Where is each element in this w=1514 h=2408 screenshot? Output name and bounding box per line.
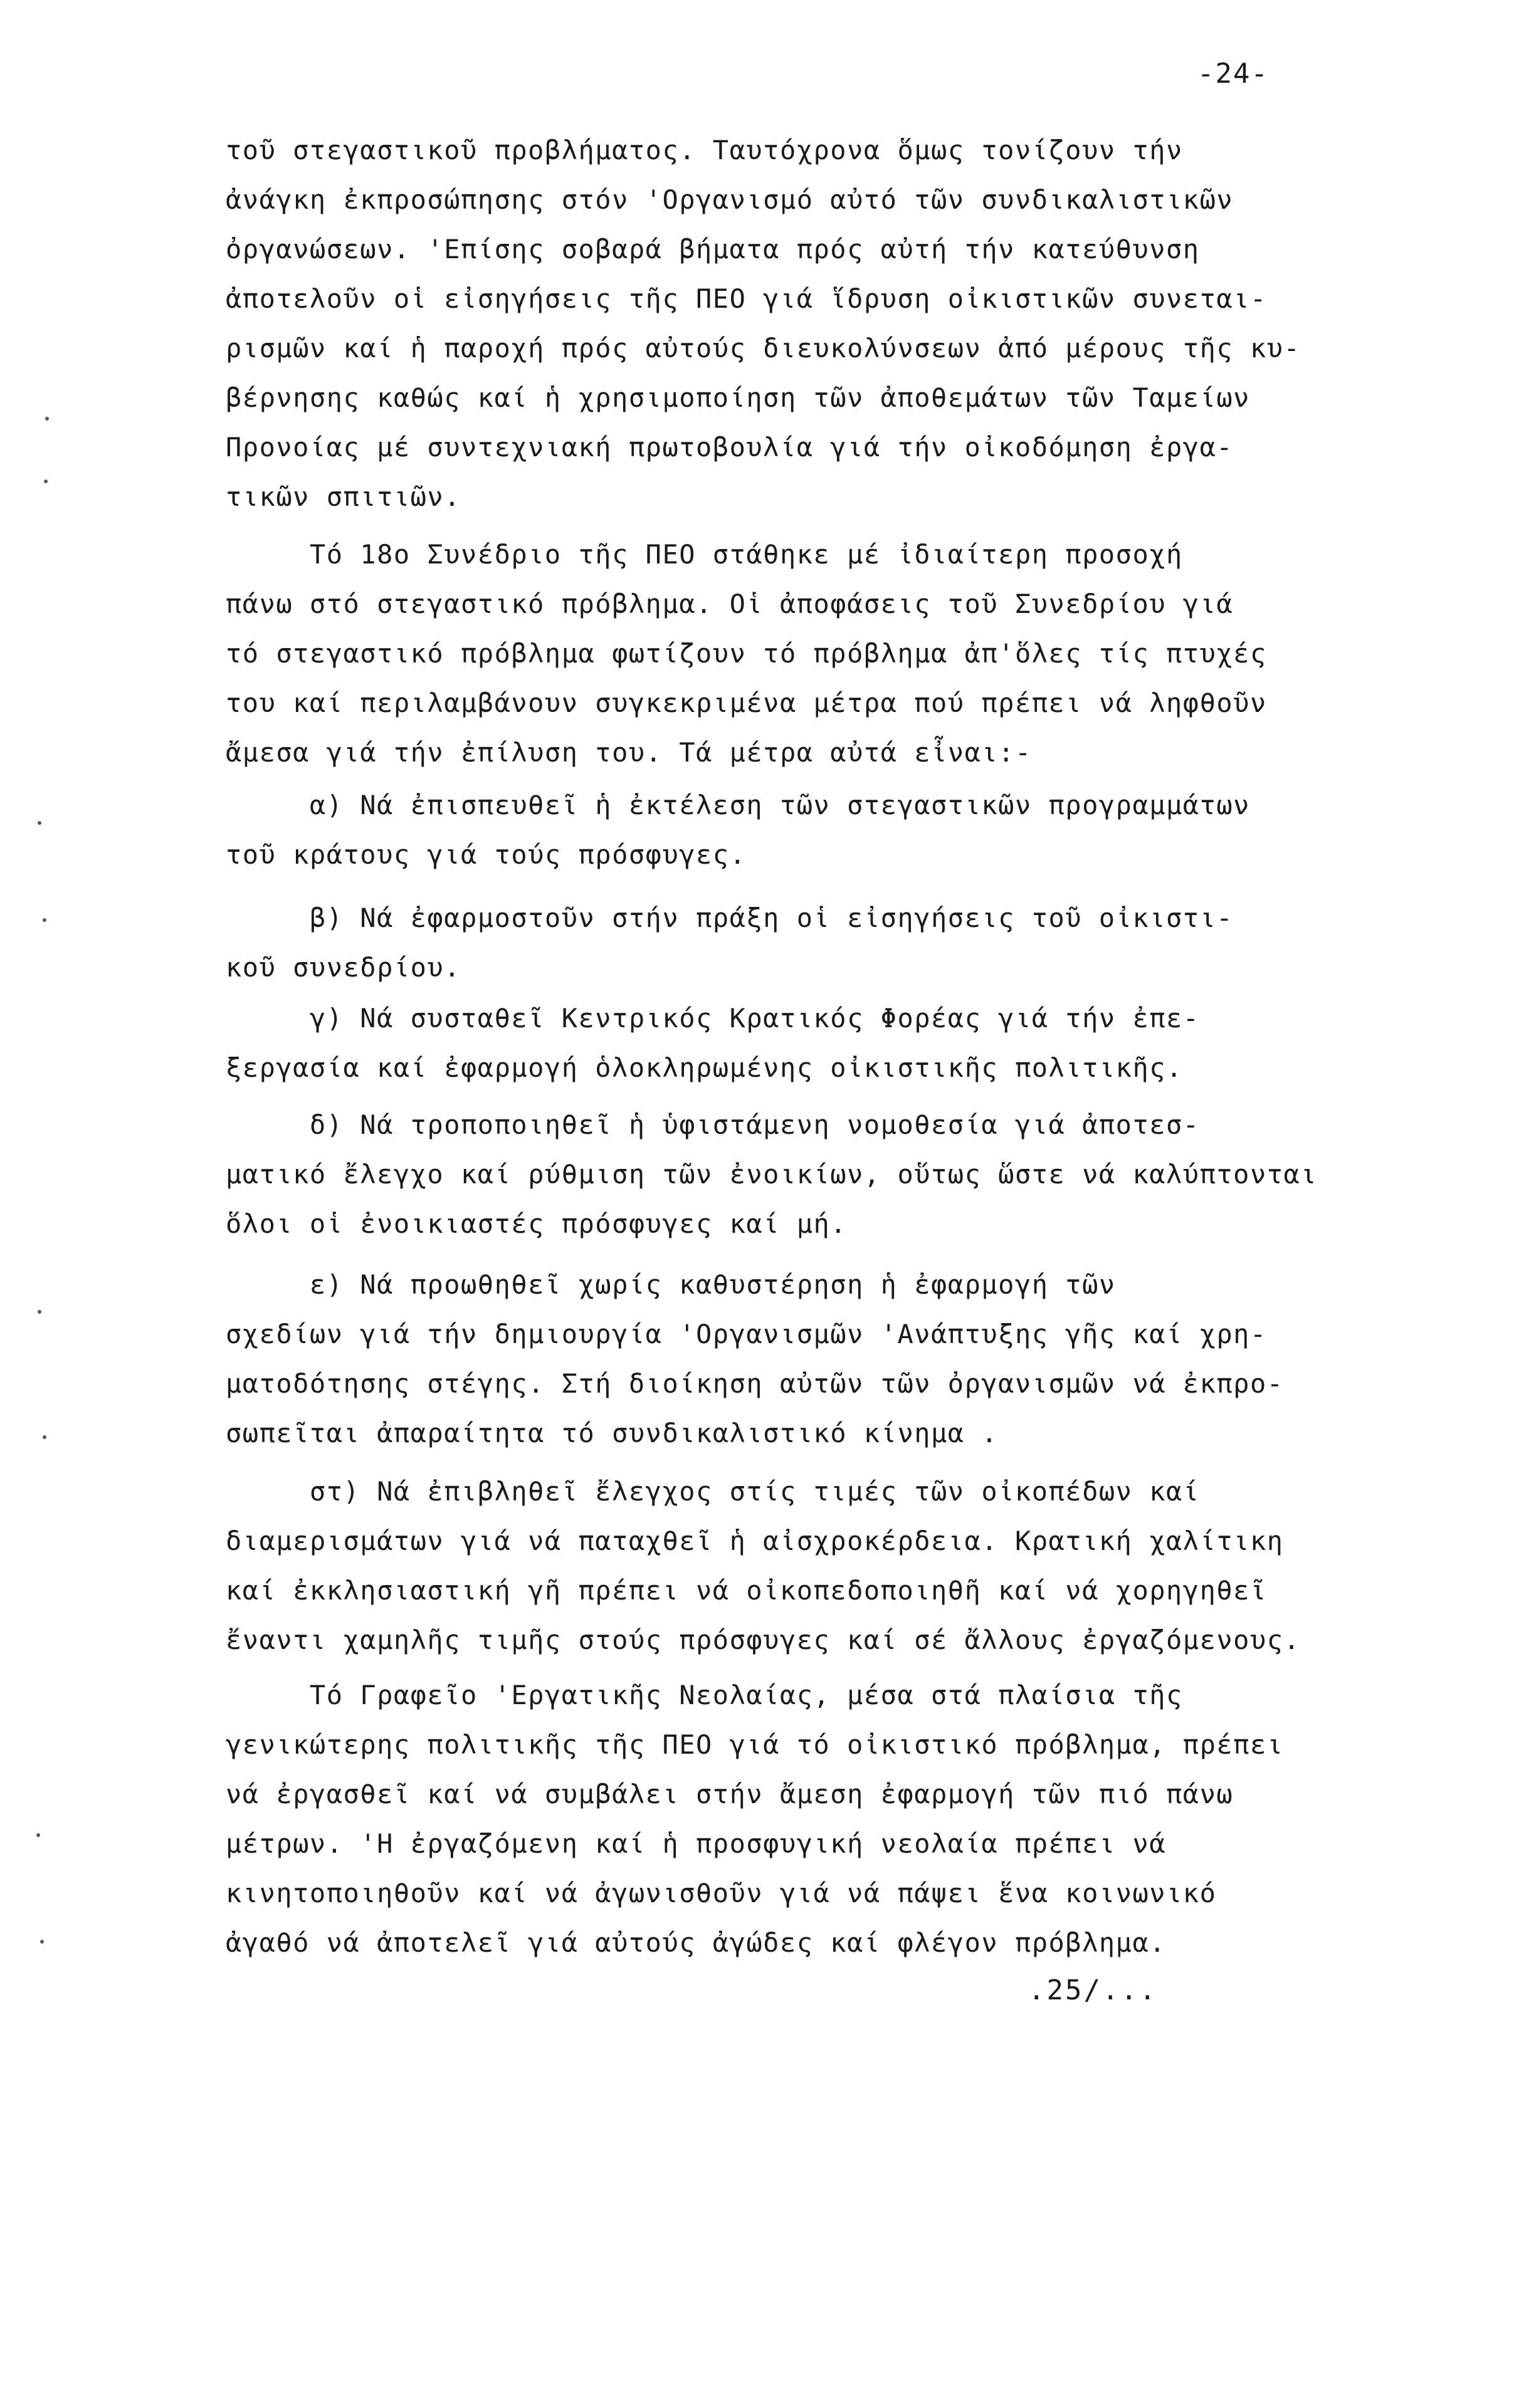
text-line: ἔναντι χαμηλῆς τιμῆς στούς πρόσφυγες καί σέ ἄλλους ἐργαζόμενους. xyxy=(226,1625,1301,1655)
scan-speck xyxy=(36,1833,40,1837)
text-line: ματοδότησης στέγης. Στή διοίκηση αὐτῶν τῶν ὀργανισμῶν νά ἐκπρο- xyxy=(226,1368,1284,1399)
text-line: τικῶν σπιτιῶν. xyxy=(226,481,461,512)
text-line: α) Νά ἐπισπευθεῖ ἡ ἐκτέλεση τῶν στεγαστικῶν προγραμμάτων xyxy=(226,790,1250,820)
measure-st xyxy=(226,1467,1429,1665)
text-line: σχεδίων γιά τήν δημιουργία 'Οργανισμῶν 'Ανάπτυξης γῆς καί χρη- xyxy=(226,1319,1267,1349)
text-line: ὅλοι οἱ ἐνοικιαστές πρόσφυγες καί μή. xyxy=(226,1208,848,1239)
text-line: πάνω στό στεγαστικό πρόβλημα. Οἱ ἀποφάσεις τοῦ Συνεδρίου γιά xyxy=(226,589,1234,619)
text-line: ἄμεσα γιά τήν ἐπίλυση του. Τά μέτρα αὐτά εἶναι:- xyxy=(226,737,1032,768)
text-line: διαμερισμάτων γιά νά παταχθεῖ ἡ αἰσχροκέρδεια. Κρατική χαλίτικη xyxy=(226,1526,1284,1556)
text-line: ἀγαθό νά ἀποτελεῖ γιά αὐτούς ἀγώδες καί φλέγον πρόβλημα. xyxy=(226,1927,1167,1958)
measure-e xyxy=(226,1260,1429,1458)
scan-speck xyxy=(45,417,49,421)
text-line: ἀνάγκη ἐκπροσώπησης στόν 'Οργανισμό αὐτό τῶν συνδικαλιστικῶν xyxy=(226,184,1234,215)
text-line: κινητοποιηθοῦν καί νά ἀγωνισθοῦν γιά νά πάψει ἕνα κοινωνικό xyxy=(226,1878,1217,1908)
text-line: τό στεγαστικό πρόβλημα φωτίζουν τό πρόβλημα ἀπ'ὅλες τίς πτυχές xyxy=(226,638,1267,669)
text-line: τοῦ κράτους γιά τούς πρόσφυγες. xyxy=(226,839,747,870)
text-line: σωπεῖται ἀπαραίτητα τό συνδικαλιστικό κίνημα . xyxy=(226,1418,999,1448)
scan-speck xyxy=(43,1435,46,1439)
measure-d xyxy=(226,1100,1429,1248)
scan-speck xyxy=(38,1310,41,1314)
text-line: ὀργανώσεων. 'Επίσης σοβαρά βήματα πρός αὐτή τήν κατεύθυνση xyxy=(226,234,1200,264)
page-continuation-marker: .25/... xyxy=(1028,1974,1158,2006)
scan-speck xyxy=(38,821,41,825)
text-line: κοῦ συνεδρίου. xyxy=(226,952,461,983)
text-line: βέρνησης καθώς καί ἡ χρησιμοποίηση τῶν ἀποθεμάτων τῶν Ταμείων xyxy=(226,382,1250,413)
text-line: ε) Νά προωθηθεῖ χωρίς καθυστέρηση ἡ ἐφαρμογή τῶν xyxy=(226,1269,1116,1300)
text-line: γ) Νά συσταθεῖ Κεντρικός Κρατικός Φορέας γιά τήν ἐπε- xyxy=(226,1003,1200,1034)
text-line: στ) Νά ἐπιβληθεῖ ἔλεγχος στίς τιμές τῶν οἰκοπέδων καί xyxy=(226,1476,1200,1507)
text-line: καί ἐκκλησιαστική γῆ πρέπει νά οἰκοπεδοποιηθῆ καί νά χορηγηθεῖ xyxy=(226,1575,1267,1606)
text-line: νά ἐργασθεῖ καί νά συμβάλει στήν ἄμεση ἐφαρμογή τῶν πιό πάνω xyxy=(226,1779,1234,1809)
text-line: β) Νά ἐφαρμοστοῦν στήν πράξη οἱ εἰσηγήσεις τοῦ οἰκιστι- xyxy=(226,903,1234,933)
text-line: δ) Νά τροποποιηθεῖ ἡ ὑφιστάμενη νομοθεσία γιά ἀποτεσ- xyxy=(226,1109,1200,1140)
text-line: ρισμῶν καί ἡ παροχή πρός αὐτούς διευκολύνσεων ἀπό μέρους τῆς κυ- xyxy=(226,333,1301,364)
scan-speck xyxy=(40,1940,44,1944)
text-line: Προνοίας μέ συντεχνιακή πρωτοβουλία γιά τήν οἰκοδόμηση ἐργα- xyxy=(226,432,1234,463)
text-line: τοῦ στεγαστικοῦ προβλήματος. Ταυτόχρονα ὅμως τονίζουν τήν xyxy=(226,135,1183,165)
text-line: ἀποτελοῦν οἱ εἰσηγήσεις τῆς ΠΕΟ γιά ἵδρυση οἰκιστικῶν συνεται- xyxy=(226,283,1267,314)
measure-c xyxy=(226,993,1429,1092)
paragraph-intro xyxy=(226,125,1429,521)
text-line: Τό 18ο Συνέδριο τῆς ΠΕΟ στάθηκε μέ ἰδιαίτερη προσοχή xyxy=(226,539,1183,570)
measure-a xyxy=(226,780,1429,879)
text-line: του καί περιλαμβάνουν συγκεκριμένα μέτρα πού πρέπει νά ληφθοῦν xyxy=(226,688,1267,718)
paragraph-youth-office xyxy=(226,1670,1429,1967)
scan-speck xyxy=(43,918,46,922)
measure-b xyxy=(226,893,1429,992)
text-line: Τό Γραφεῖο 'Εργατικῆς Νεολαίας, μέσα στά πλαίσια τῆς xyxy=(226,1680,1183,1710)
text-line: ξεργασία καί ἐφαρμογή ὁλοκληρωμένης οἰκιστικῆς πολιτικῆς. xyxy=(226,1052,1183,1083)
text-line: ματικό ἔλεγχο καί ρύθμιση τῶν ἐνοικίων, οὕτως ὥστε νά καλύπτονται xyxy=(226,1159,1318,1190)
page-number: -24- xyxy=(1197,58,1269,90)
scan-speck xyxy=(44,479,48,483)
text-line: μέτρων. 'Η ἐργαζόμενη καί ἡ προσφυγική νεολαία πρέπει νά xyxy=(226,1828,1167,1859)
text-line: γενικώτερης πολιτικῆς τῆς ΠΕΟ γιά τό οἰκιστικό πρόβλημα, πρέπει xyxy=(226,1729,1284,1760)
paragraph-congress xyxy=(226,530,1429,777)
